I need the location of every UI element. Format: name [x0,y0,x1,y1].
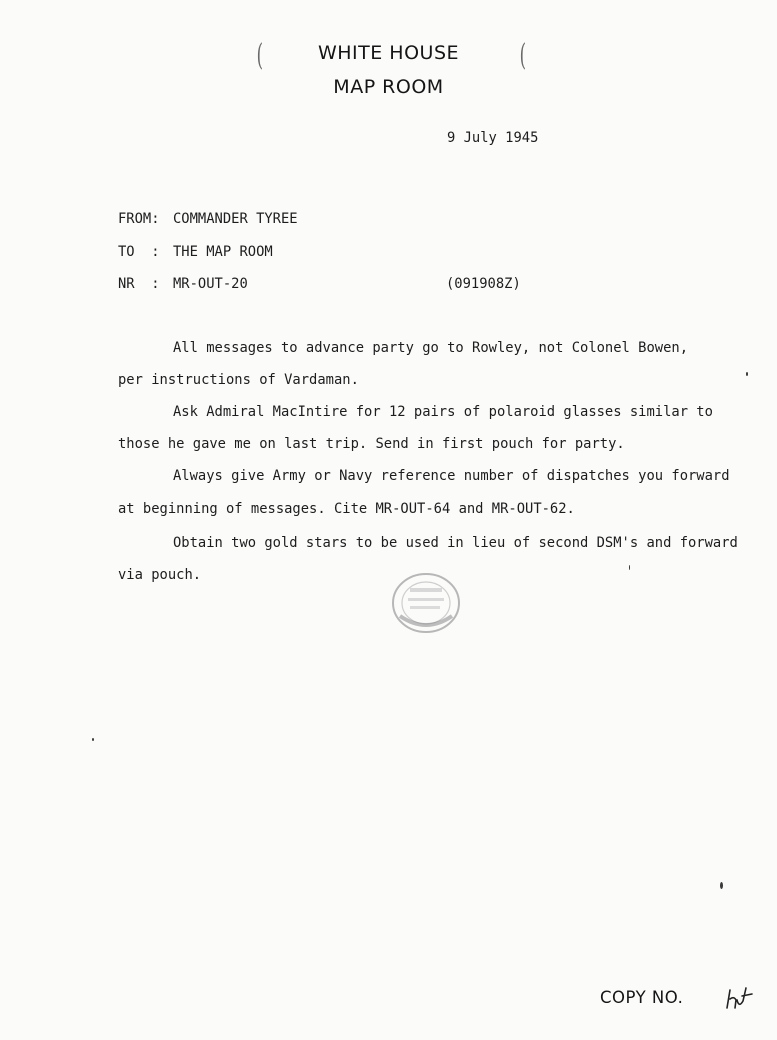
document-date: 9 July 1945 [447,130,539,146]
body-line: per instructions of Vardaman. [118,372,359,388]
scan-speck [629,565,630,570]
date-time-group: (091908Z) [446,276,521,292]
body-line: those he gave me on last trip. Send in first pouch for party. [118,436,625,452]
handwritten-initials [724,982,754,1012]
copy-number-label: COPY NO. [600,988,684,1007]
body-line: at beginning of messages. Cite MR-OUT-64 and MR-OUT-62. [118,501,575,517]
body-line: Always give Army or Navy reference number of dispatches you forward [173,468,730,484]
body-line: Ask Admiral MacIntire for 12 pairs of polaroid glasses similar to [173,404,713,420]
letterhead-line-1: WHITE HOUSE [317,42,460,64]
nr-value: MR-OUT-20 [173,276,248,292]
to-label: TO : [118,244,160,260]
body-line: Obtain two gold stars to be used in lieu of second DSM's and forward [173,535,738,551]
decorative-mark-left: ( [256,38,264,73]
scan-speck [746,372,748,376]
decorative-mark-right: ( [519,38,527,73]
letterhead-line-2: MAP ROOM [333,76,444,98]
to-value: THE MAP ROOM [173,244,273,260]
body-line: via pouch. [118,567,202,583]
scan-speck [92,738,94,741]
library-seal-stamp [390,572,462,634]
from-label: FROM: [118,211,160,227]
nr-label: NR : [118,276,160,292]
body-line: All messages to advance party go to Rowley, not Colonel Bowen, [173,340,688,356]
scan-speck [720,882,723,889]
from-value: COMMANDER TYREE [173,211,298,227]
